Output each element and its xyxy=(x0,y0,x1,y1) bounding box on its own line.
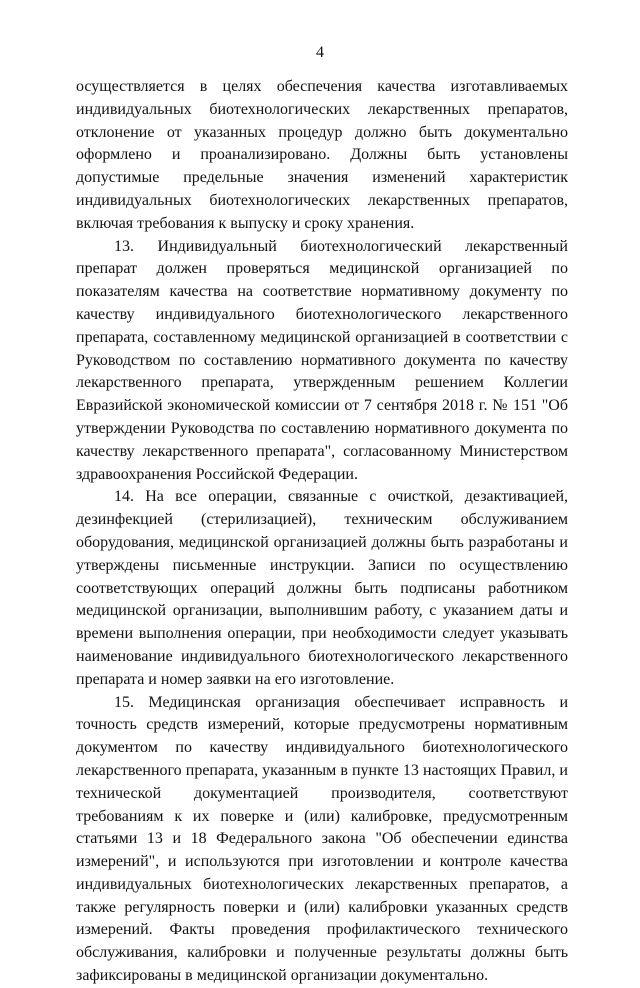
document-body xyxy=(76,76,568,988)
paragraph-item-15: 15. Медицинская организация обеспечивает исправность и точность средств измерений, которые предусмотрены нормативным документом по качеству индивидуального биотехнологического лекарственного препарата, указанным в пункте 13 настоящих Правил, и технической документацией производителя, соответствуют требованиям к их поверке и (или) калибровке, предусмотренным статьями 13 и 18 Федерального закона "Об обеспечении единства измерений", и используются при изготовлении и контроле качества индивидуальных биотехнологических лекарственных препаратов, а также регулярность поверки и (или) калибровки указанных средств измерений. Факты проведения профилактического технического обслуживания, калибровки и полученные результаты должны быть зафиксированы в медицинской организации документально. xyxy=(76,693,568,985)
paragraph-item-13: 13. Индивидуальный биотехнологический лекарственный препарат должен проверяться медицинской организацией по показателям качества на соответствие нормативному документу по качеству индивидуального биотехнологического лекарственного препарата, составленному медицинской организацией в соответствии с Руководством по составлению нормативного документа по качеству лекарственного препарата, утвержденным решением Коллегии Евразийской экономической комиссии от 7 сентября 2018 г. № 151 "Об утверждении Руководства по составлению нормативного документа по качеству лекарственного препарата", согласованному Министерством здравоохранения Российской Федерации. xyxy=(76,237,568,483)
page-number: 4 xyxy=(316,44,324,61)
paragraph-item-14: 14. На все операции, связанные с очисткой, дезактивацией, дезинфекцией (стерилизацией), техническим обслуживанием оборудования, медицинской организацией должны быть разработаны и утверждены письменные инструкции. Записи по осуществлению соответствующих операций должны быть подписаны работником медицинской организации, выполнившим работу, с указанием даты и времени выполнения операции, при необходимости следует указывать наименование индивидуального биотехнологического лекарственного препарата и номер заявки на его изготовление. xyxy=(76,488,568,688)
paragraph-continuation: осуществляется в целях обеспечения качества изготавливаемых индивидуальных биотехнологических лекарственных препаратов, отклонение от указанных процедур должно быть документально оформлено и проанализировано. Должны быть установлены допустимые предельные значения изменений характеристик индивидуальных биотехнологических лекарственных препаратов, включая требования к выпуску и сроку хранения. xyxy=(76,78,568,232)
